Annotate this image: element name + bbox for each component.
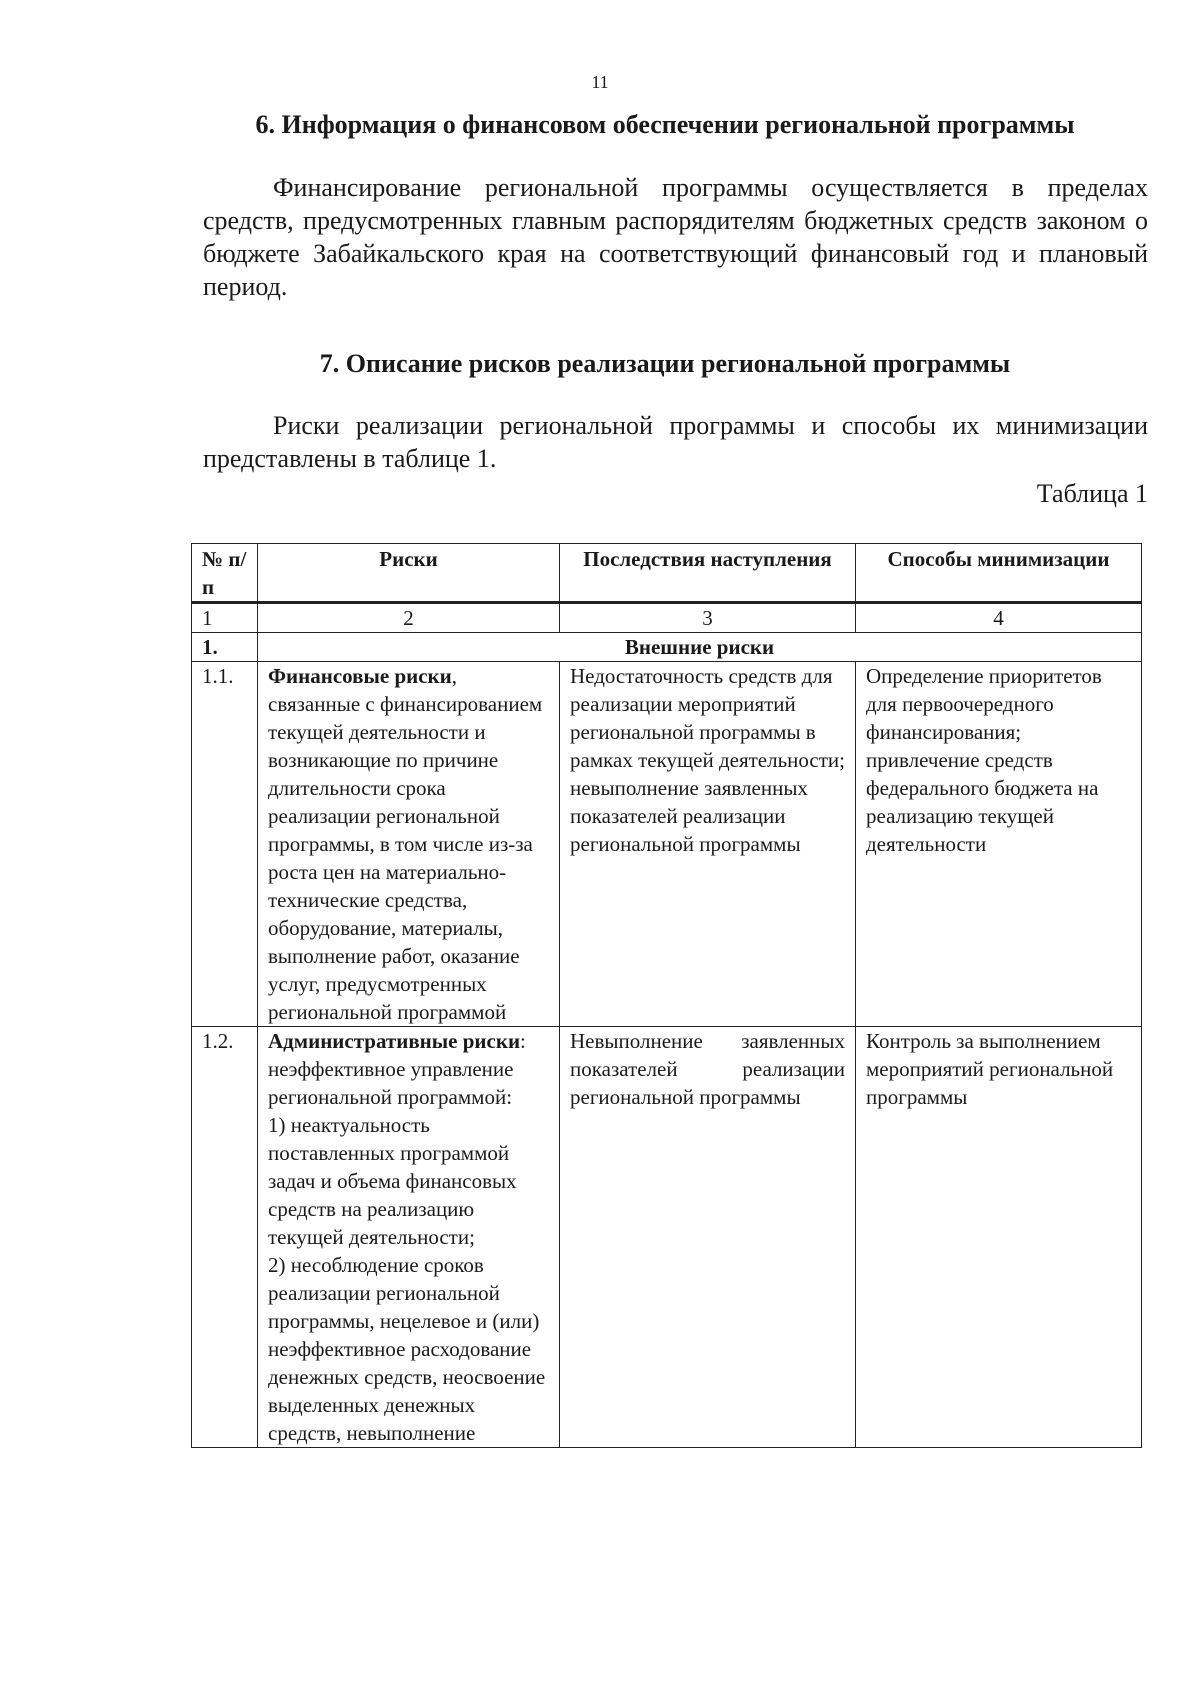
column-number-row xyxy=(192,603,1142,633)
risk-title: Административные риски xyxy=(268,1029,521,1053)
row-number: 1.1. xyxy=(192,662,258,1027)
table-row xyxy=(192,1027,1142,1448)
header-mitigation: Способы минимизации xyxy=(856,544,1142,603)
section-7-title: 7. Описание рисков реализации региональной программы xyxy=(319,349,1011,378)
section-6-paragraph: Финансирование региональной программы осуществляется в пределах средств, предусмотренных главным распорядителям бюджетных средств законом о бюджете Забайкальского края на соответствующий финансовый год и плановый период. xyxy=(203,173,1148,301)
page-number: 11 xyxy=(591,72,609,92)
risks-table xyxy=(191,543,1142,1448)
mitigation-cell: Контроль за выполнением мероприятий региональной программы xyxy=(856,1027,1142,1448)
header-risks: Риски xyxy=(258,544,560,603)
section-7-paragraph: Риски реализации региональной программы и способы их минимизации представлены в таблице 1. xyxy=(203,411,1148,473)
mitigation-cell: Определение приоритетов для первоочередного финансирования; привлечение средств федерального бюджета на реализацию текущей деятельности xyxy=(856,662,1142,1027)
table-row xyxy=(192,662,1142,1027)
consequences-cell: Невыполнение заявленных показателей реализации региональной программы xyxy=(560,1027,856,1448)
risk-cell xyxy=(258,662,560,1027)
header-consequences: Последствия наступления xyxy=(560,544,856,603)
column-number: 4 xyxy=(856,603,1142,633)
table-caption: Таблица 1 xyxy=(1036,479,1148,508)
section-title: Внешние риски xyxy=(258,633,1142,662)
risk-item: 1) неактуальность поставленных программой задач и объема финансовых средств на реализацию текущей деятельности; xyxy=(268,1113,517,1249)
table-header-row xyxy=(192,544,1142,603)
section-number: 1. xyxy=(192,633,258,662)
column-number: 3 xyxy=(560,603,856,633)
row-number: 1.2. xyxy=(192,1027,258,1448)
header-number: № п/п xyxy=(192,544,258,603)
section-row xyxy=(192,633,1142,662)
risk-cell xyxy=(258,1027,560,1448)
column-number: 1 xyxy=(192,603,258,633)
section-6-title: 6. Информация о финансовом обеспечении региональной программы xyxy=(255,110,1075,139)
consequences-cell: Недостаточность средств для реализации мероприятий региональной программы в рамках текущей деятельности; невыполнение заявленных показателей реализации региональной программы xyxy=(560,662,856,1027)
risk-description: : неэффективное управление региональной программой: xyxy=(268,1029,526,1109)
risk-title: Финансовые риски xyxy=(268,664,452,688)
column-number: 2 xyxy=(258,603,560,633)
risk-description: , связанные с финансированием текущей деятельности и возникающие по причине длительности срока реализации региональной программы, в том числе из-за роста цен на материально-технические средства, оборудование, материалы, выполнение работ, оказание услуг, предусмотренных региональной программой xyxy=(268,664,543,1024)
risk-item: 2) несоблюдение сроков реализации региональной программы, нецелевое и (или) неэффективное расходование денежных средств, неосвоение выделенных денежных средств, невыполнение xyxy=(268,1253,546,1445)
